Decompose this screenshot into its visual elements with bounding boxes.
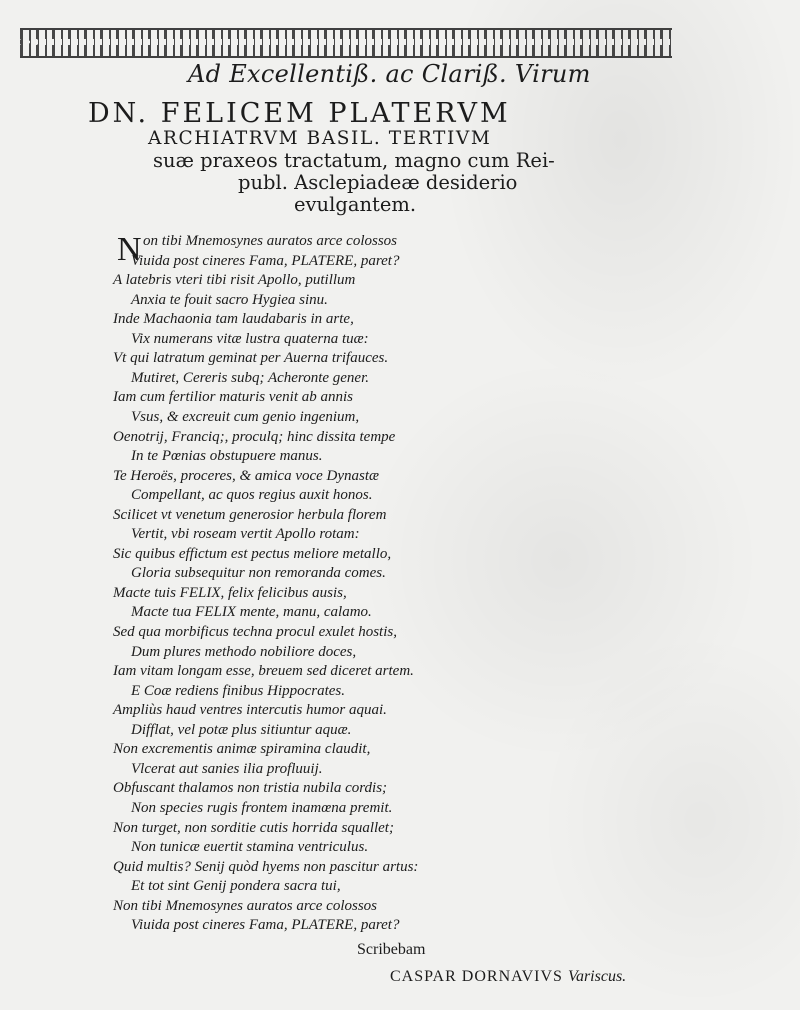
poem-line: Iam vitam longam esse, breuem sed diceret artem. (113, 663, 414, 680)
author-name: CASPAR DORNAVIVS (390, 968, 563, 985)
poem-line: Viuida post cineres Fama, PLATERE, paret? (131, 252, 400, 269)
poem-line: Sic quibus effictum est pectus meliore metallo, (113, 545, 392, 562)
ornamental-header-band (20, 28, 672, 58)
dedicatee-title: ARCHIATRVM BASIL. TERTIVM (148, 128, 492, 149)
poem-line: Inde Machaonia tam laudabaris in arte, (113, 311, 354, 328)
poem-line: Non turget, non sorditie cutis horrida squallet; (113, 819, 394, 836)
poem-line: Vlcerat aut sanies ilia profluuij. (131, 760, 323, 777)
poem-line: Vertit, vbi roseam vertit Apollo rotam: (131, 526, 360, 543)
poem-line: Macte tuis FELIX, felix felicibus ausis, (113, 584, 347, 601)
poem-line: E Coæ rediens finibus Hippocrates. (131, 682, 346, 699)
poem-line: Vsus, & excreuit cum genio ingenium, (131, 408, 360, 425)
poem-line: Mutiret, Cereris subq; Acheronte gener. (131, 369, 370, 386)
poem-line: Ampliùs haud ventres intercutis humor aquai. (113, 702, 387, 719)
heading-line-5: publ. Asclepiadeæ desiderio (238, 171, 518, 194)
poem-line: Difflat, vel potæ plus sitiuntur aquæ. (131, 721, 352, 738)
heading-line-6: evulgantem. (294, 193, 417, 216)
poem-line: Non tibi Mnemosynes auratos arce colossos (113, 897, 378, 914)
dedication-line: Ad Excellentiß. ac Clariß. Virum (188, 60, 591, 88)
poem-line: Oenotrij, Franciq;, proculq; hinc dissita tempe (113, 428, 396, 445)
poem-line: Dum plures methodo nobiliore doces, (131, 643, 357, 660)
poem-line: Vt qui latratum geminat per Auerna trifauces. (113, 350, 389, 367)
poem-line: A latebris vteri tibi risit Apollo, putillum (113, 272, 356, 289)
signature-author (390, 968, 626, 986)
drop-capital: N (117, 231, 142, 268)
poem-line: Non excrementis animæ spiramina claudit, (113, 741, 371, 758)
poem-line: Gloria subsequitur non remoranda comes. (131, 565, 386, 582)
heading-line-4: suæ praxeos tractatum, magno cum Rei- (153, 149, 555, 172)
poem-line: Et tot sint Genij pondera sacra tui, (131, 878, 341, 895)
poem-line: Sed qua morbificus techna procul exulet hostis, (113, 624, 397, 640)
poem-line: Scilicet vt venetum generosior herbula florem (113, 506, 387, 523)
poem-line: In te Pœnias obstupuere manus. (131, 448, 323, 465)
dedicatee-name: DN. FELICEM PLATERVM (88, 98, 511, 129)
poem-line: Viuida post cineres Fama, PLATERE, paret? (131, 917, 400, 934)
poem-line: Te Heroës, proceres, & amica voce Dynastæ (113, 467, 380, 484)
poem-line: Vix numerans vitæ lustra quaterna tuæ: (131, 330, 369, 347)
poem-line: Iam cum fertilior maturis venit ab annis (113, 389, 353, 406)
poem-line: Obfuscant thalamos non tristia nubila cordis; (113, 780, 388, 797)
author-origin: Variscus. (567, 968, 627, 985)
poem-line: Macte tua FELIX mente, manu, calamo. (131, 604, 372, 621)
poem-line: Anxia te fouit sacro Hygiea sinu. (131, 291, 328, 308)
signature-scribebam: Scribebam (357, 941, 426, 958)
poem-line: on tibi Mnemosynes auratos arce colossos (143, 233, 398, 249)
poem-line: Quid multis? Senij quòd hyems non pascitur artus: (113, 858, 419, 875)
poem-line: Non tunicæ euertit stamina ventriculus. (131, 839, 369, 856)
poem-line: Non species rugis frontem inamœna premit. (131, 799, 393, 816)
poem-line: Compellant, ac quos regius auxit honos. (131, 487, 373, 504)
